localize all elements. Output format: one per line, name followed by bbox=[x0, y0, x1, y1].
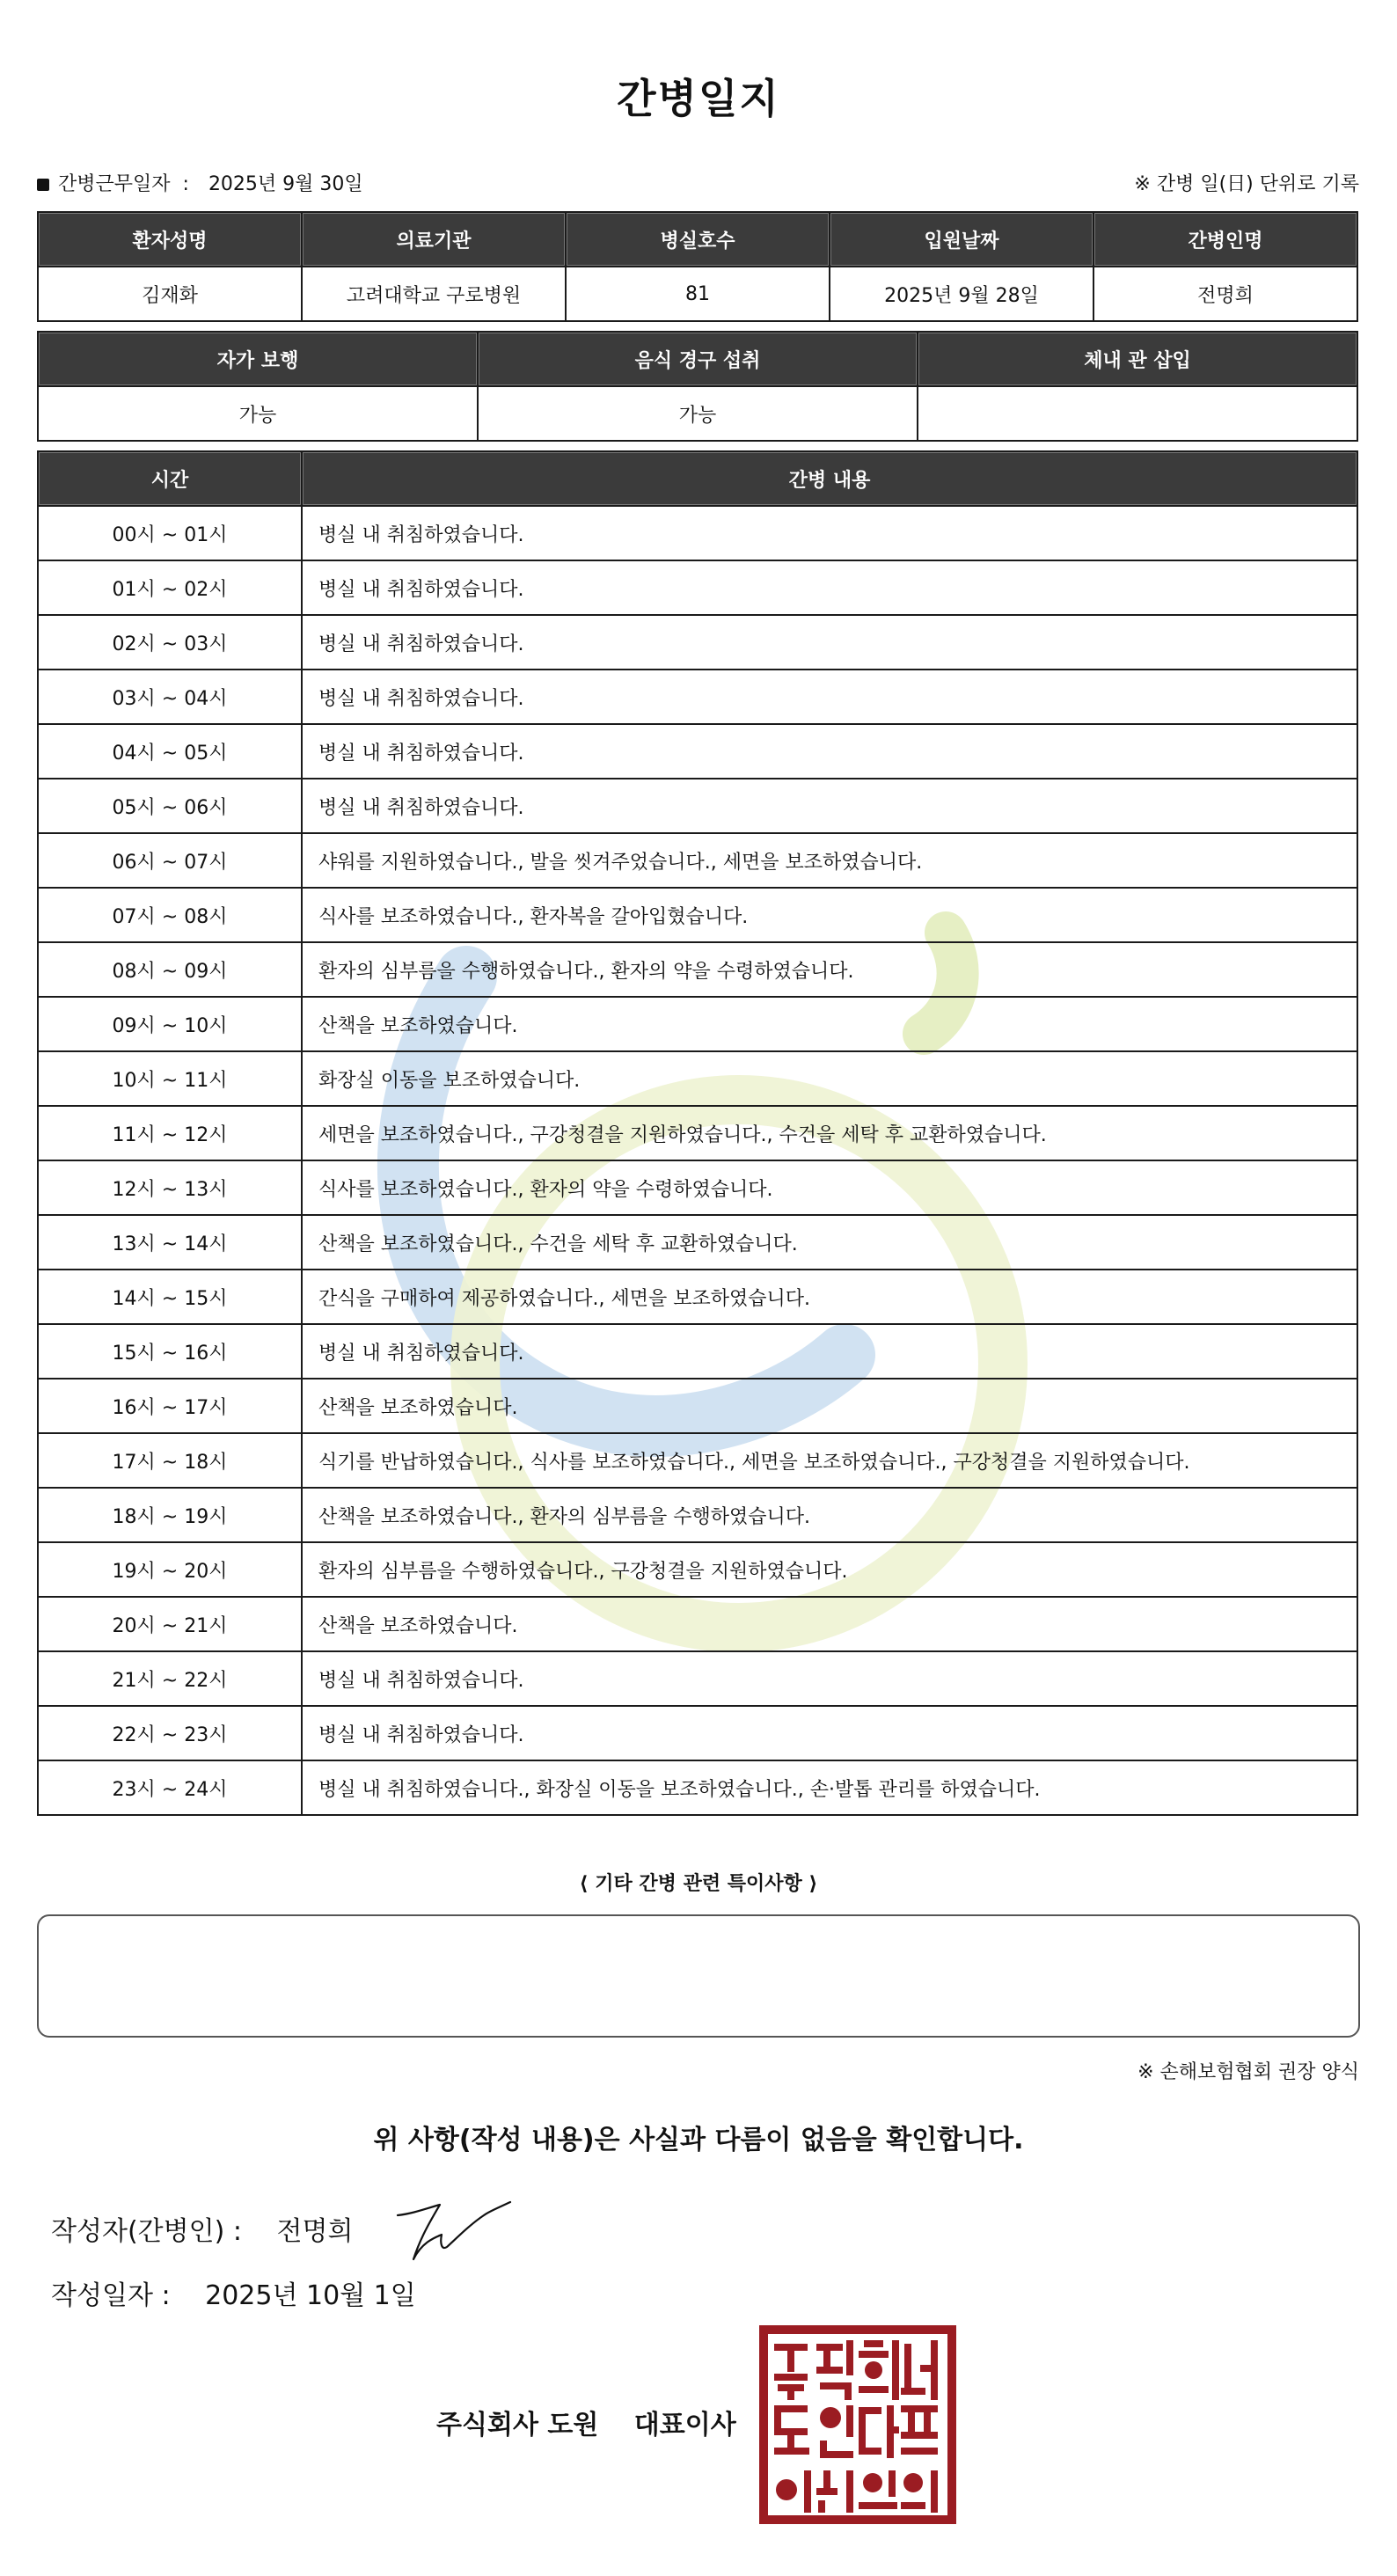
patient-ability-table bbox=[37, 331, 1358, 442]
log-content: 병실 내 취침하였습니다. bbox=[302, 560, 1357, 615]
table-row bbox=[38, 1706, 1357, 1760]
log-content: 병실 내 취침하였습니다. bbox=[302, 615, 1357, 670]
log-time: 12시 ~ 13시 bbox=[38, 1160, 302, 1215]
table-row bbox=[38, 1488, 1357, 1542]
log-content: 환자의 심부름을 수행하였습니다., 환자의 약을 수령하였습니다. bbox=[302, 942, 1357, 997]
table-row bbox=[38, 1433, 1357, 1488]
log-time: 21시 ~ 22시 bbox=[38, 1651, 302, 1706]
table-row bbox=[38, 779, 1357, 833]
log-time: 20시 ~ 21시 bbox=[38, 1597, 302, 1651]
table-row bbox=[38, 1324, 1357, 1379]
log-content: 병실 내 취침하였습니다. bbox=[302, 1324, 1357, 1379]
table-row bbox=[38, 1215, 1357, 1270]
log-time: 02시 ~ 03시 bbox=[38, 615, 302, 670]
table-row bbox=[38, 1106, 1357, 1160]
log-content: 산책을 보조하였습니다., 수건을 세탁 후 교환하였습니다. bbox=[302, 1215, 1357, 1270]
log-time: 14시 ~ 15시 bbox=[38, 1270, 302, 1324]
log-content: 병실 내 취침하였습니다. bbox=[302, 1651, 1357, 1706]
representative-title: 대표이사 bbox=[633, 2410, 736, 2441]
log-time: 15시 ~ 16시 bbox=[38, 1324, 302, 1379]
table-row bbox=[38, 506, 1357, 560]
header-self-walking: 자가 보행 bbox=[38, 332, 478, 386]
log-content: 산책을 보조하였습니다., 환자의 심부름을 수행하였습니다. bbox=[302, 1488, 1357, 1542]
log-time: 06시 ~ 07시 bbox=[38, 833, 302, 888]
log-content: 샤워를 지원하였습니다., 발을 씻겨주었습니다., 세면을 보조하였습니다. bbox=[302, 833, 1357, 888]
log-content: 환자의 심부름을 수행하였습니다., 구강청결을 지원하였습니다. bbox=[302, 1542, 1357, 1597]
log-time: 13시 ~ 14시 bbox=[38, 1215, 302, 1270]
log-content: 식기를 반납하였습니다., 식사를 보조하였습니다., 세면을 보조하였습니다., 구강청결을 지원하였습니다. bbox=[302, 1433, 1357, 1488]
table-row bbox=[38, 386, 1357, 441]
table-row bbox=[38, 1597, 1357, 1651]
header-oral-intake: 음식 경구 섭취 bbox=[478, 332, 918, 386]
log-content: 식사를 보조하였습니다., 환자의 약을 수령하였습니다. bbox=[302, 1160, 1357, 1215]
log-time: 22시 ~ 23시 bbox=[38, 1706, 302, 1760]
log-time: 01시 ~ 02시 bbox=[38, 560, 302, 615]
company-name: 주식회사 도원 bbox=[436, 2410, 599, 2441]
log-content: 병실 내 취침하였습니다., 화장실 이동을 보조하였습니다., 손·발톱 관리를 하였습니다. bbox=[302, 1760, 1357, 1815]
tube-insertion-value bbox=[918, 386, 1357, 441]
patient-name: 김재화 bbox=[38, 267, 302, 321]
log-content: 산책을 보조하였습니다. bbox=[302, 997, 1357, 1051]
unit-note: ※ 간병 일(日) 단위로 기록 bbox=[1134, 173, 1359, 195]
table-row bbox=[38, 560, 1357, 615]
table-row bbox=[38, 267, 1357, 321]
log-content: 병실 내 취침하였습니다. bbox=[302, 779, 1357, 833]
header-patient-name: 환자성명 bbox=[38, 212, 302, 267]
table-row bbox=[38, 670, 1357, 724]
log-content: 산책을 보조하였습니다. bbox=[302, 1379, 1357, 1433]
table-row bbox=[38, 724, 1357, 779]
table-row bbox=[38, 1542, 1357, 1597]
writer-name: 전명희 bbox=[276, 2216, 354, 2247]
log-time: 23시 ~ 24시 bbox=[38, 1760, 302, 1815]
table-row bbox=[38, 1051, 1357, 1106]
handwritten-signature bbox=[387, 2189, 528, 2268]
written-date-line bbox=[51, 2274, 416, 2318]
table-row bbox=[38, 1651, 1357, 1706]
log-content: 병실 내 취침하였습니다. bbox=[302, 724, 1357, 779]
log-content: 식사를 보조하였습니다., 환자복을 갈아입혔습니다. bbox=[302, 888, 1357, 942]
company-seal-stamp bbox=[758, 2324, 957, 2525]
log-time: 09시 ~ 10시 bbox=[38, 997, 302, 1051]
header-time: 시간 bbox=[38, 451, 302, 506]
log-time: 11시 ~ 12시 bbox=[38, 1106, 302, 1160]
log-time: 18시 ~ 19시 bbox=[38, 1488, 302, 1542]
admission-date: 2025년 9월 28일 bbox=[830, 267, 1093, 321]
table-row bbox=[38, 1270, 1357, 1324]
room-number: 81 bbox=[566, 267, 830, 321]
log-time: 07시 ~ 08시 bbox=[38, 888, 302, 942]
writer-line bbox=[51, 2210, 353, 2254]
table-header-row bbox=[38, 332, 1357, 386]
log-content: 병실 내 취침하였습니다. bbox=[302, 506, 1357, 560]
hospital: 고려대학교 구로병원 bbox=[302, 267, 566, 321]
writer-label: 작성자(간병인) : bbox=[51, 2216, 242, 2247]
log-content: 세면을 보조하였습니다., 구강청결을 지원하였습니다., 수건을 세탁 후 교환하였습니다. bbox=[302, 1106, 1357, 1160]
table-row bbox=[38, 615, 1357, 670]
square-bullet-icon bbox=[37, 179, 49, 191]
header-tube-insertion: 체내 관 삽입 bbox=[918, 332, 1357, 386]
log-time: 10시 ~ 11시 bbox=[38, 1051, 302, 1106]
log-content: 화장실 이동을 보조하였습니다. bbox=[302, 1051, 1357, 1106]
table-row bbox=[38, 1379, 1357, 1433]
table-row bbox=[38, 833, 1357, 888]
log-content: 간식을 구매하여 제공하였습니다., 세면을 보조하였습니다. bbox=[302, 1270, 1357, 1324]
self-walking-value: 가능 bbox=[38, 386, 478, 441]
confirmation-statement: 위 사항(작성 내용)은 사실과 다름이 없음을 확인합니다. bbox=[373, 2125, 1024, 2155]
table-row bbox=[38, 942, 1357, 997]
written-date-label: 작성일자 : bbox=[51, 2280, 171, 2311]
log-time: 00시 ~ 01시 bbox=[38, 506, 302, 560]
log-content: 산책을 보조하였습니다. bbox=[302, 1597, 1357, 1651]
care-log-table bbox=[37, 450, 1358, 1816]
table-header-row bbox=[38, 451, 1357, 506]
work-date-line: 간병근무일자 : 2025년 9월 30일 bbox=[37, 167, 363, 202]
work-date-label: 간병근무일자 bbox=[58, 173, 171, 195]
log-content: 병실 내 취침하였습니다. bbox=[302, 670, 1357, 724]
remarks-box bbox=[37, 1914, 1360, 2038]
written-date-value: 2025년 10월 1일 bbox=[205, 2280, 416, 2311]
log-time: 05시 ~ 06시 bbox=[38, 779, 302, 833]
log-time: 16시 ~ 17시 bbox=[38, 1379, 302, 1433]
header-care-content: 간병 내용 bbox=[302, 451, 1357, 506]
table-header-row bbox=[38, 212, 1357, 267]
header-admission-date: 입원날짜 bbox=[830, 212, 1093, 267]
log-time: 08시 ~ 09시 bbox=[38, 942, 302, 997]
table-row bbox=[38, 1760, 1357, 1815]
remarks-title: ⟨ 기타 간병 관련 특이사항 ⟩ bbox=[579, 1873, 818, 1895]
table-row bbox=[38, 888, 1357, 942]
log-time: 17시 ~ 18시 bbox=[38, 1433, 302, 1488]
caregiver-name: 전명희 bbox=[1093, 267, 1357, 321]
header-caregiver-name: 간병인명 bbox=[1093, 212, 1357, 267]
document-title: 간병일지 bbox=[617, 75, 780, 122]
table-row bbox=[38, 997, 1357, 1051]
log-time: 03시 ~ 04시 bbox=[38, 670, 302, 724]
oral-intake-value: 가능 bbox=[478, 386, 918, 441]
association-note: ※ 손해보험협회 권장 양식 bbox=[1137, 2061, 1359, 2083]
header-room-number: 병실호수 bbox=[566, 212, 830, 267]
table-row bbox=[38, 1160, 1357, 1215]
log-time: 19시 ~ 20시 bbox=[38, 1542, 302, 1597]
log-content: 병실 내 취침하였습니다. bbox=[302, 1706, 1357, 1760]
header-hospital: 의료기관 bbox=[302, 212, 566, 267]
log-time: 04시 ~ 05시 bbox=[38, 724, 302, 779]
company-line bbox=[436, 2404, 736, 2448]
work-date-value: 2025년 9월 30일 bbox=[208, 173, 363, 195]
patient-info-table bbox=[37, 211, 1358, 322]
